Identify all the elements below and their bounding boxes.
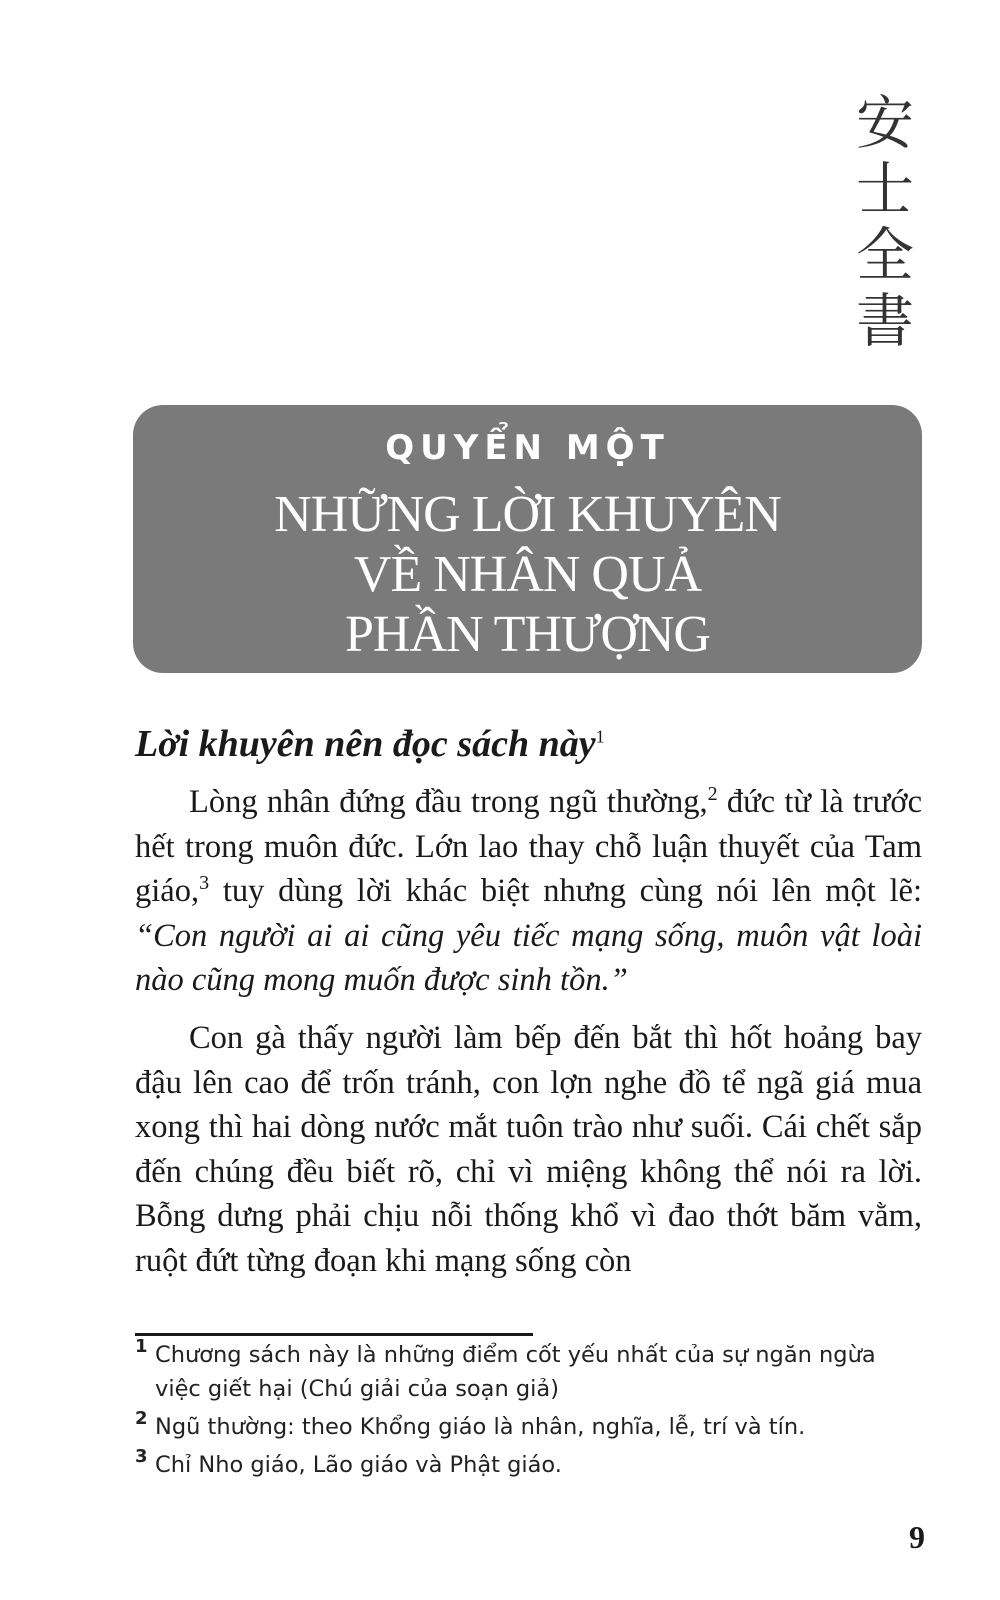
footnote-ref: 3 [199,872,210,895]
chapter-title-line: PHẦN THƯỢNG [345,606,710,663]
cjk-char: 全 [855,221,914,289]
section-heading [135,722,605,766]
chapter-title [133,485,922,665]
chapter-banner [133,405,922,673]
footnote [135,1448,925,1482]
chapter-title-line: VỀ NHÂN QUẢ [353,546,702,603]
footnotes [135,1338,925,1486]
footnote-text: Chương sách này là những điểm cốt yếu nhất của sự ngăn ngừa việc giết hại (Chú giải của soạn giả) [155,1342,876,1402]
cjk-char: 士 [855,155,914,223]
footnote-text: Ngũ thường: theo Khổng giáo là nhân, nghĩa, lễ, trí và tín. [155,1414,806,1440]
paragraph [135,1016,922,1283]
paragraph-text: tuy dùng lời khác biệt nhưng cùng nói lên một lẽ: [209,873,922,909]
cjk-book-title [850,90,920,354]
footnote-number: 3 [135,1446,148,1467]
footnote [135,1410,925,1444]
cjk-char: 安 [855,89,914,157]
footnote-text: Chỉ Nho giáo, Lão giáo và Phật giáo. [155,1452,562,1478]
footnote-divider [135,1333,533,1336]
quote-text: “Con người ai ai cũng yêu tiếc mạng sống, muôn vật loài nào cũng mong muốn được sinh tồn.” [135,917,922,998]
page-number: 9 [909,1519,925,1555]
footnote-ref: 2 [707,783,718,806]
section-heading-text: Lời khuyên nên đọc sách này [135,723,596,765]
footnote-number: 2 [135,1408,148,1429]
chapter-label: QUYỂN MỘT [385,428,670,468]
paragraph-text: Con gà thấy người làm bếp đến bắt thì hốt hoảng bay đậu lên cao để trốn tránh, con lợn nghe đồ tể ngã giá mua xong thì hai dòng nước mắt tuôn trào như suối. Cái chết sắp đến chúng đều biết rõ, chỉ vì miệng không thể nói ra lời. Bỗng dưng phải chịu nỗi thống khổ vì đao thớt băm vằm, ruột đứt từng đoạn khi mạng sống còn [135,1020,922,1279]
cjk-char: 書 [855,287,914,355]
paragraph-text: Lòng nhân đứng đầu trong ngũ thường, [189,784,708,820]
paragraph [135,780,922,1003]
footnote-ref: 1 [595,726,605,747]
footnote [135,1338,925,1406]
paragraph-text: đức từ là trước hết trong muôn đức. Lớn lao thay chỗ luận thuyết của Tam giáo, [135,784,923,909]
footnote-number: 1 [135,1336,148,1357]
chapter-title-line: NHỮNG LỜI KHUYÊN [274,486,781,543]
